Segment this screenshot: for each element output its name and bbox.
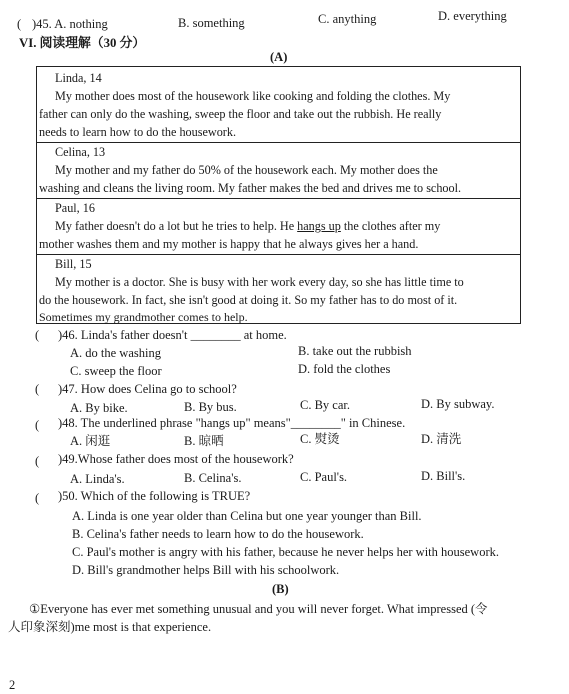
answer-paren: ( (17, 17, 22, 31)
question-50-option-c: C. Paul's mother is angry with his father, because he never helps her with housework. (72, 545, 499, 559)
passage-linda-name: Linda, 14 (55, 71, 102, 85)
passage-bill-line: Sometimes my grandmother comes to help. (39, 310, 248, 324)
underlined-phrase: hangs up (297, 219, 341, 233)
passage-linda-line: My mother does most of the housework like cooking and folding the clothes. My (55, 89, 451, 103)
answer-paren: ( (35, 418, 40, 432)
answer-paren: ( (35, 454, 40, 468)
question-49-option-b: B. Celina's. (184, 471, 242, 485)
question-46-stem: )46. Linda's father doesn't ________ at home. (58, 328, 287, 342)
question-49-stem: )49.Whose father does most of the housework? (58, 452, 294, 466)
part-a-heading: (A) (270, 50, 288, 64)
question-45-option-c: C. anything (318, 12, 377, 26)
passage-bill-line: do the housework. In fact, she isn't good at doing it. So my father has to do most of it. (39, 293, 458, 307)
passage-linda-line: needs to learn how to do the housework. (39, 125, 236, 139)
passage-paul-line: mother washes them and my mother is happy that he always gives her a hand. (39, 237, 419, 251)
question-49-option-d: D. Bill's. (421, 469, 466, 483)
question-49-option-a: A. Linda's. (70, 472, 125, 486)
passage-b-line: 人印象深刻)me most is that experience. (8, 620, 212, 634)
question-47-option-d: D. By subway. (421, 397, 495, 411)
question-46-option-b: B. take out the rubbish (298, 344, 412, 358)
question-46-option-a: A. do the washing (70, 346, 161, 360)
passage-paul-line (55, 219, 440, 234)
passage-celina-line: washing and cleans the living room. My father makes the bed and drives me to school. (39, 181, 462, 195)
section-title: VI. 阅读理解（30 分） (19, 36, 146, 50)
question-47-option-c: C. By car. (300, 398, 350, 412)
question-47-stem: )47. How does Celina go to school? (58, 382, 237, 396)
question-48-stem: )48. The underlined phrase "hangs up" means"________" in Chinese. (58, 416, 406, 430)
page-number: 2 (9, 678, 16, 692)
question-45-option-b: B. something (178, 16, 245, 30)
passage-bill-line: My mother is a doctor. She is busy with her work every day, so she has little time to (55, 275, 464, 289)
question-48-option-c: C. 熨烫 (300, 432, 340, 446)
question-45-stem: )45. A. nothing (32, 17, 108, 31)
divider (37, 142, 520, 143)
question-47-option-a: A. By bike. (70, 401, 128, 415)
passage-b-line: ①Everyone has ever met something unusual and you will never forget. What impressed (令 (29, 602, 488, 616)
passage-bill-name: Bill, 15 (55, 257, 92, 271)
passage-celina-name: Celina, 13 (55, 145, 106, 159)
passage-linda-line: father can only do the washing, sweep the floor and take out the rubbish. He really (39, 107, 442, 121)
question-50-option-a: A. Linda is one year older than Celina but one year younger than Bill. (72, 509, 422, 523)
passage-box (36, 66, 521, 324)
passage-paul-name: Paul, 16 (55, 201, 95, 215)
part-b-heading: (B) (272, 582, 289, 596)
question-50-option-d: D. Bill's grandmother helps Bill with his schoolwork. (72, 563, 340, 577)
question-49-option-c: C. Paul's. (300, 470, 348, 484)
question-48-option-a: A. 闲逛 (70, 434, 111, 448)
divider (37, 254, 520, 255)
question-50-stem: )50. Which of the following is TRUE? (58, 489, 251, 503)
answer-paren: ( (35, 328, 40, 342)
question-48-option-d: D. 清洗 (421, 432, 462, 446)
passage-paul-text: My father doesn't do a lot but he tries to help. He (55, 219, 298, 233)
question-46-option-c: C. sweep the floor (70, 364, 162, 378)
question-46-option-d: D. fold the clothes (298, 362, 391, 376)
question-45-option-d: D. everything (438, 9, 507, 23)
question-48-option-b: B. 晾晒 (184, 434, 224, 448)
passage-celina-line: My mother and my father do 50% of the housework each. My mother does the (55, 163, 438, 177)
question-50-option-b: B. Celina's father needs to learn how to do the housework. (72, 527, 364, 541)
answer-paren: ( (35, 491, 40, 505)
answer-paren: ( (35, 382, 40, 396)
question-47-option-b: B. By bus. (184, 400, 237, 414)
divider (37, 198, 520, 199)
passage-paul-text: the clothes after my (340, 219, 441, 233)
